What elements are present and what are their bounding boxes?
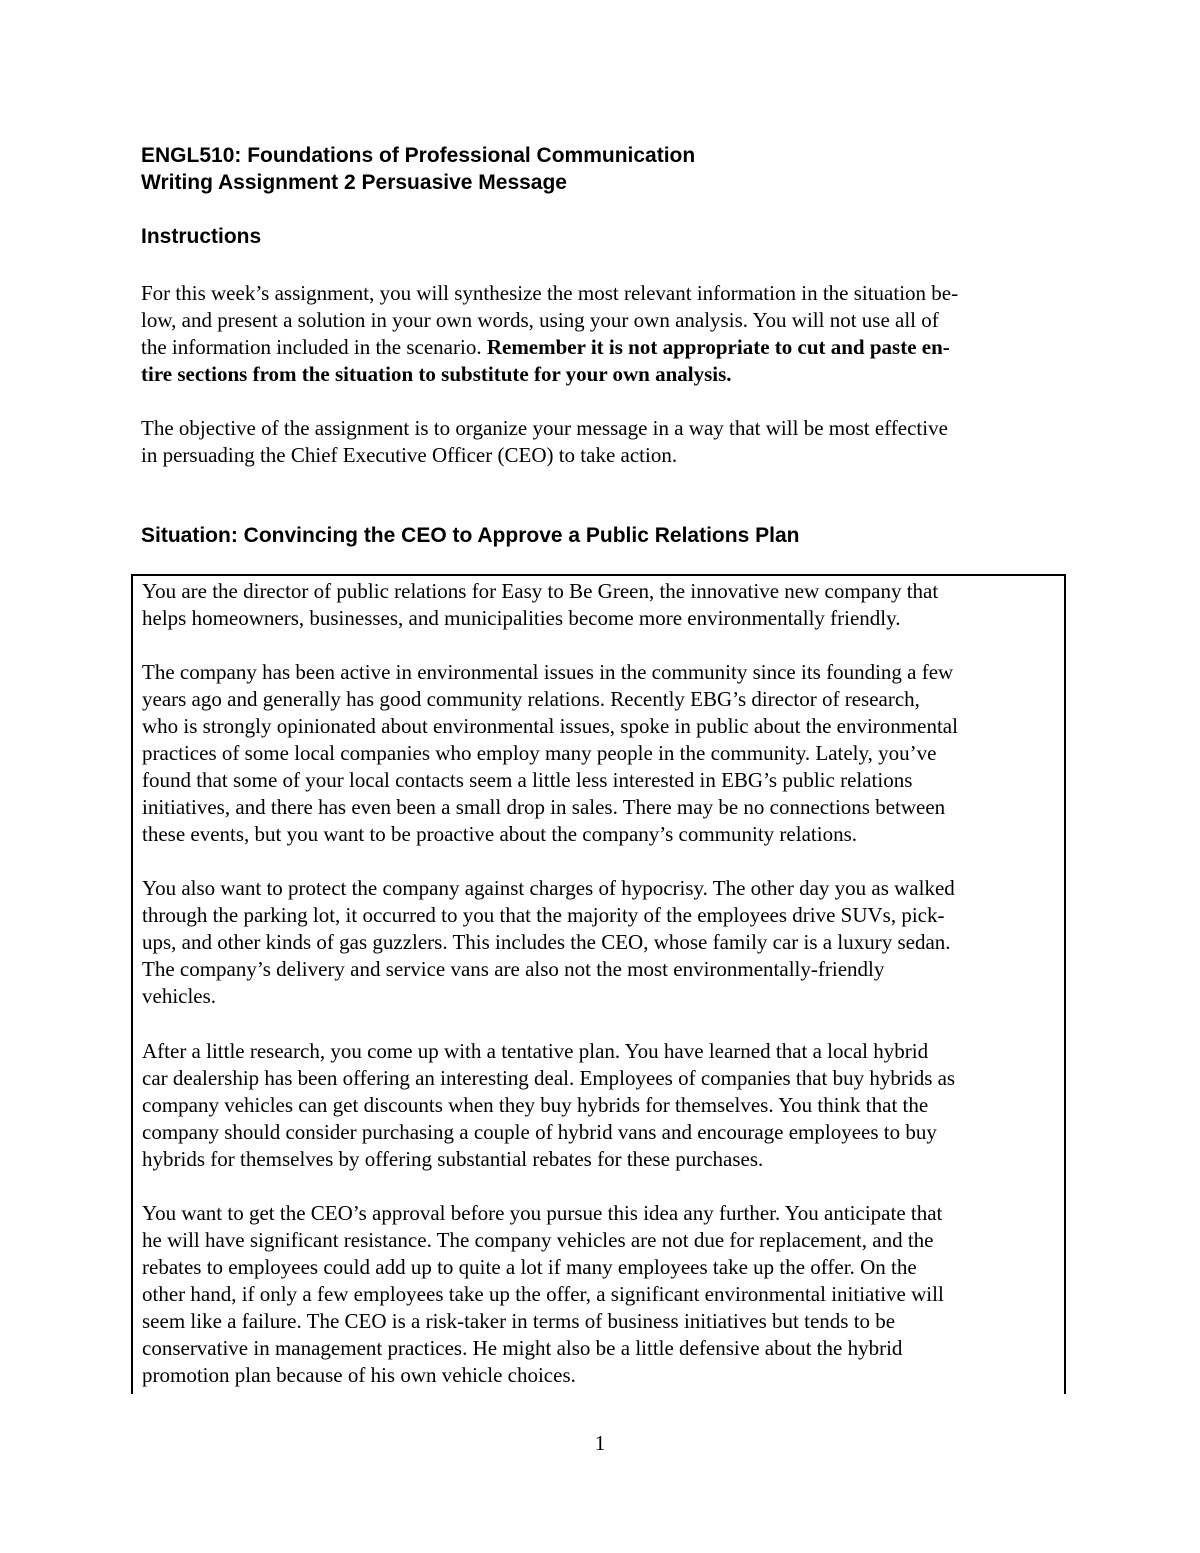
situation-heading: Situation: Convincing the CEO to Approve a Public Relations Plan — [141, 524, 800, 547]
scenario-paragraph-5 — [142, 1200, 1062, 1389]
text-line — [141, 334, 1071, 361]
text-line: initiatives, and there has even been a small drop in sales. There may be no connections between — [142, 795, 946, 819]
text-line: The company has been active in environmental issues in the community since its founding a few — [142, 660, 954, 684]
text-line: hybrids for themselves by offering substantial rebates for these purchases. — [142, 1147, 764, 1171]
text-line: he will have significant resistance. The company vehicles are not due for replacement, and the — [142, 1228, 934, 1252]
text-line: The company’s delivery and service vans are also not the most environmentally-friendly — [142, 957, 885, 981]
text-line: through the parking lot, it occurred to you that the majority of the employees drive SUVs, pick- — [142, 903, 945, 927]
text-line: conservative in management practices. He might also be a little defensive about the hybrid — [142, 1336, 903, 1360]
text-line: ups, and other kinds of gas guzzlers. This includes the CEO, whose family car is a luxury sedan. — [142, 930, 951, 954]
assignment-title: Writing Assignment 2 Persuasive Message — [141, 171, 567, 194]
text-emphasis: Remember it is not appropriate to cut and paste en- — [486, 335, 950, 359]
text-line: You also want to protect the company against charges of hypocrisy. The other day you as walked — [142, 876, 955, 900]
text-line: practices of some local companies who employ many people in the community. Lately, you’ve — [142, 741, 937, 765]
text-line: in persuading the Chief Executive Officer (CEO) to take action. — [141, 443, 678, 467]
text-line: For this week’s assignment, you will synthesize the most relevant information in the situation be- — [141, 281, 959, 305]
text-line: After a little research, you come up with a tentative plan. You have learned that a local hybrid — [142, 1039, 929, 1063]
text-normal: the information included in the scenario. — [141, 335, 487, 359]
instructions-paragraph-2 — [141, 415, 1071, 469]
text-line: You want to get the CEO’s approval before you pursue this idea any further. You anticipate that — [142, 1201, 943, 1225]
page-number: 1 — [594, 1431, 606, 1455]
text-emphasis: tire sections from the situation to substitute for your own analysis. — [141, 362, 732, 386]
text-line: low, and present a solution in your own words, using your own analysis. You will not use all of — [141, 308, 939, 332]
text-line: other hand, if only a few employees take up the offer, a significant environmental initiative will — [142, 1282, 944, 1306]
scenario-paragraph-4 — [142, 1038, 1062, 1173]
text-line: vehicles. — [142, 984, 217, 1008]
instructions-paragraph-1 — [141, 280, 1071, 388]
text-line: You are the director of public relations for Easy to Be Green, the innovative new company that — [142, 579, 939, 603]
text-line: who is strongly opinionated about environmental issues, spoke in public about the environmental — [142, 714, 958, 738]
text-line: promotion plan because of his own vehicle choices. — [142, 1363, 576, 1387]
scenario-paragraph-3 — [142, 875, 1062, 1010]
scenario-paragraph-1 — [142, 578, 1062, 632]
text-line: company vehicles can get discounts when they buy hybrids for themselves. You think that the — [142, 1093, 929, 1117]
text-line: helps homeowners, businesses, and municipalities become more environmentally friendly. — [142, 606, 901, 630]
course-title: ENGL510: Foundations of Professional Communication — [141, 144, 696, 167]
text-line: seem like a failure. The CEO is a risk-taker in terms of business initiatives but tends to be — [142, 1309, 896, 1333]
text-line — [141, 361, 1071, 388]
text-line: these events, but you want to be proactive about the company’s community relations. — [142, 822, 857, 846]
instructions-heading: Instructions — [141, 225, 262, 248]
scenario-paragraph-2 — [142, 659, 1062, 848]
text-line: company should consider purchasing a couple of hybrid vans and encourage employees to buy — [142, 1120, 937, 1144]
text-line: years ago and generally has good community relations. Recently EBG’s director of research, — [142, 687, 920, 711]
text-line: car dealership has been offering an interesting deal. Employees of companies that buy hybrids as — [142, 1066, 956, 1090]
text-line: The objective of the assignment is to organize your message in a way that will be most effective — [141, 416, 948, 440]
text-line: rebates to employees could add up to quite a lot if many employees take up the offer. On the — [142, 1255, 917, 1279]
text-line: found that some of your local contacts seem a little less interested in EBG’s public relations — [142, 768, 913, 792]
